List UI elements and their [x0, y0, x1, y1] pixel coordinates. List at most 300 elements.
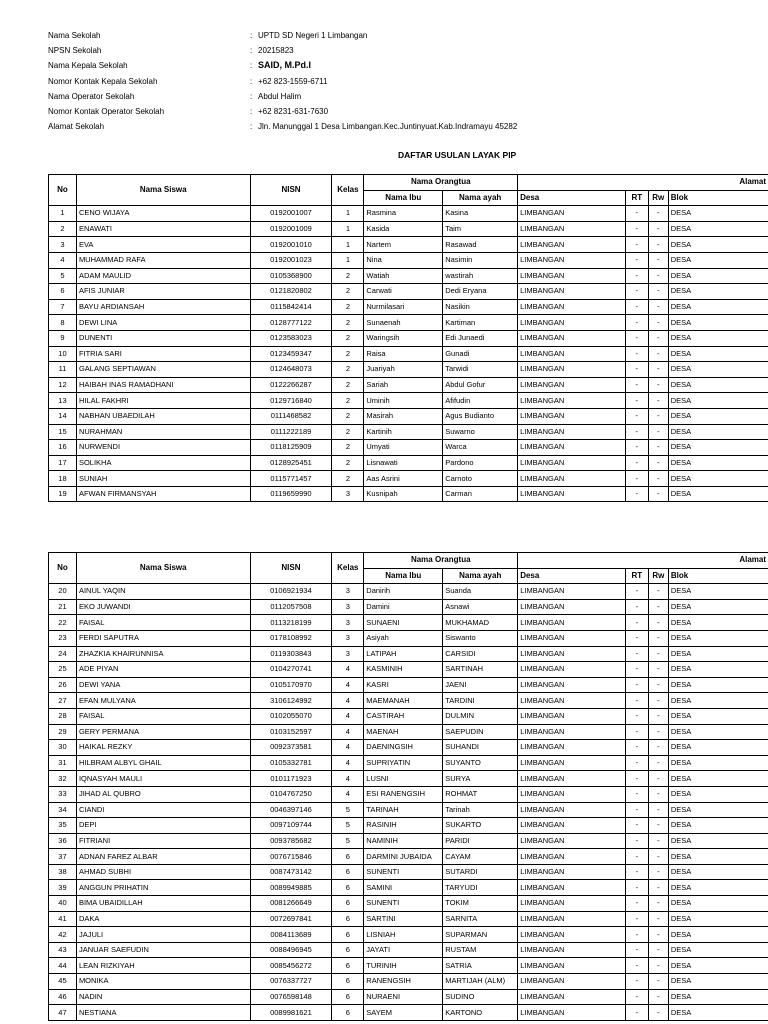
cell-nisn: 0128925451 — [250, 455, 332, 471]
cell-nama-ayah: SARNITA — [443, 911, 518, 927]
cell-blok: DESA — [668, 315, 768, 331]
cell-kelas: 3 — [332, 630, 364, 646]
cell-blok: DESA — [668, 299, 768, 315]
cell-kelas: 6 — [332, 1005, 364, 1021]
cell-no: 31 — [49, 755, 77, 771]
cell-no: 2 — [49, 221, 77, 237]
cell-blok: DESA — [668, 927, 768, 943]
header-alamat: Alamat — [518, 553, 768, 569]
cell-rt: - — [625, 927, 648, 943]
cell-no: 5 — [49, 268, 77, 284]
cell-blok: DESA — [668, 471, 768, 487]
cell-blok: DESA — [668, 755, 768, 771]
cell-nama-ibu: Uminih — [364, 393, 443, 409]
cell-kelas: 2 — [332, 362, 364, 378]
cell-nama-ibu: Sariah — [364, 377, 443, 393]
cell-no: 22 — [49, 615, 77, 631]
cell-nama-siswa: AFIS JUNIAR — [76, 284, 250, 300]
cell-blok: DESA — [668, 615, 768, 631]
cell-desa: LIMBANGAN — [518, 377, 626, 393]
info-separator: : — [250, 31, 253, 40]
cell-desa: LIMBANGAN — [518, 958, 626, 974]
cell-blok: DESA — [668, 393, 768, 409]
cell-kelas: 4 — [332, 771, 364, 787]
info-label: Nama Sekolah — [48, 31, 101, 40]
cell-desa: LIMBANGAN — [518, 818, 626, 834]
cell-rw: - — [648, 880, 668, 896]
cell-nama-siswa: JANUAR SAEFUDIN — [76, 942, 250, 958]
table-row — [49, 471, 768, 487]
cell-desa: LIMBANGAN — [518, 911, 626, 927]
cell-no: 12 — [49, 377, 77, 393]
cell-nama-ibu: KASRI — [364, 677, 443, 693]
cell-nama-ayah: KARTONO — [443, 1005, 518, 1021]
cell-nisn: 0084113689 — [250, 927, 332, 943]
cell-rw: - — [648, 330, 668, 346]
cell-kelas: 1 — [332, 237, 364, 253]
cell-desa: LIMBANGAN — [518, 630, 626, 646]
info-value: UPTD SD Negeri 1 Limbangan — [258, 31, 368, 40]
cell-no: 29 — [49, 724, 77, 740]
cell-nama-siswa: FITRIA SARI — [76, 346, 250, 362]
cell-rw: - — [648, 646, 668, 662]
cell-nama-siswa: DAKA — [76, 911, 250, 927]
cell-blok: DESA — [668, 771, 768, 787]
cell-desa: LIMBANGAN — [518, 927, 626, 943]
cell-no: 10 — [49, 346, 77, 362]
cell-nisn: 0123459347 — [250, 346, 332, 362]
cell-kelas: 2 — [332, 424, 364, 440]
cell-nama-ayah: SUHANDI — [443, 740, 518, 756]
cell-kelas: 1 — [332, 206, 364, 222]
cell-desa: LIMBANGAN — [518, 864, 626, 880]
cell-no: 34 — [49, 802, 77, 818]
cell-rw: - — [648, 599, 668, 615]
cell-no: 16 — [49, 440, 77, 456]
cell-kelas: 6 — [332, 927, 364, 943]
cell-desa: LIMBANGAN — [518, 786, 626, 802]
cell-desa: LIMBANGAN — [518, 315, 626, 331]
cell-rw: - — [648, 958, 668, 974]
cell-blok: DESA — [668, 599, 768, 615]
cell-nisn: 0105170970 — [250, 677, 332, 693]
info-value: 20215823 — [258, 46, 294, 56]
cell-no: 15 — [49, 424, 77, 440]
cell-kelas: 3 — [332, 486, 364, 502]
cell-rt: - — [625, 849, 648, 865]
cell-blok: DESA — [668, 802, 768, 818]
cell-desa: LIMBANGAN — [518, 237, 626, 253]
cell-blok: DESA — [668, 724, 768, 740]
cell-desa: LIMBANGAN — [518, 252, 626, 268]
table-row — [49, 455, 768, 471]
header-blok: Blok — [668, 568, 768, 584]
cell-nama-ayah: Tarinah — [443, 802, 518, 818]
cell-nama-ibu: Kasida — [364, 221, 443, 237]
cell-kelas: 3 — [332, 646, 364, 662]
cell-nama-siswa: SOLIKHA — [76, 455, 250, 471]
cell-nama-ibu: LATIPAH — [364, 646, 443, 662]
cell-rw: - — [648, 455, 668, 471]
table-row — [49, 221, 768, 237]
cell-kelas: 4 — [332, 755, 364, 771]
cell-rw: - — [648, 630, 668, 646]
cell-blok: DESA — [668, 268, 768, 284]
cell-no: 43 — [49, 942, 77, 958]
cell-rt: - — [625, 1005, 648, 1021]
cell-blok: DESA — [668, 377, 768, 393]
cell-blok: DESA — [668, 989, 768, 1005]
cell-nisn: 0089981621 — [250, 1005, 332, 1021]
cell-nama-ayah: SATRIA — [443, 958, 518, 974]
cell-kelas: 2 — [332, 346, 364, 362]
header-alamat: Alamat — [518, 175, 768, 191]
cell-nama-ayah: SUYANTO — [443, 755, 518, 771]
cell-no: 8 — [49, 315, 77, 331]
header-desa: Desa — [518, 190, 626, 206]
cell-nama-ibu: SARTINI — [364, 911, 443, 927]
cell-rw: - — [648, 284, 668, 300]
cell-blok: DESA — [668, 346, 768, 362]
cell-rt: - — [625, 268, 648, 284]
cell-no: 23 — [49, 630, 77, 646]
cell-rw: - — [648, 693, 668, 709]
header-nama-siswa: Nama Siswa — [76, 553, 250, 584]
header-nama-orangtua: Nama Orangtua — [364, 175, 518, 191]
cell-blok: DESA — [668, 440, 768, 456]
cell-no: 4 — [49, 252, 77, 268]
cell-desa: LIMBANGAN — [518, 346, 626, 362]
cell-blok: DESA — [668, 362, 768, 378]
cell-nama-ayah: Suwarno — [443, 424, 518, 440]
header-rt: RT — [625, 190, 648, 206]
cell-rt: - — [625, 677, 648, 693]
cell-kelas: 2 — [332, 471, 364, 487]
header-kelas: Kelas — [332, 175, 364, 206]
table-row — [49, 268, 768, 284]
cell-desa: LIMBANGAN — [518, 708, 626, 724]
table-row — [49, 393, 768, 409]
cell-nisn: 0192001007 — [250, 206, 332, 222]
cell-nama-siswa: HILBRAM ALBYL GHAIL — [76, 755, 250, 771]
cell-nama-siswa: CIANDI — [76, 802, 250, 818]
cell-nama-ibu: Nartem — [364, 237, 443, 253]
cell-kelas: 6 — [332, 942, 364, 958]
cell-no: 28 — [49, 708, 77, 724]
cell-desa: LIMBANGAN — [518, 849, 626, 865]
table-row — [49, 849, 768, 865]
table-row — [49, 630, 768, 646]
cell-desa: LIMBANGAN — [518, 974, 626, 990]
cell-nama-ibu: LISNIAH — [364, 927, 443, 943]
cell-nama-siswa: GALANG SEPTIAWAN — [76, 362, 250, 378]
cell-rw: - — [648, 268, 668, 284]
cell-blok: DESA — [668, 1005, 768, 1021]
cell-rt: - — [625, 440, 648, 456]
cell-rt: - — [625, 818, 648, 834]
cell-blok: DESA — [668, 942, 768, 958]
cell-rw: - — [648, 802, 668, 818]
cell-rt: - — [625, 299, 648, 315]
cell-nama-ayah: Taim — [443, 221, 518, 237]
cell-nama-ibu: NAMINIH — [364, 833, 443, 849]
cell-nisn: 0111222189 — [250, 424, 332, 440]
cell-nama-ibu: Waringsih — [364, 330, 443, 346]
table-row — [49, 486, 768, 502]
cell-desa: LIMBANGAN — [518, 299, 626, 315]
cell-nama-siswa: NURAHMAN — [76, 424, 250, 440]
cell-desa: LIMBANGAN — [518, 880, 626, 896]
cell-blok: DESA — [668, 206, 768, 222]
cell-nama-siswa: ANGGUN PRIHATIN — [76, 880, 250, 896]
cell-rw: - — [648, 237, 668, 253]
cell-nisn: 0192001009 — [250, 221, 332, 237]
cell-rt: - — [625, 346, 648, 362]
cell-rw: - — [648, 440, 668, 456]
cell-rt: - — [625, 942, 648, 958]
cell-rw: - — [648, 584, 668, 600]
cell-nisn: 0113218199 — [250, 615, 332, 631]
cell-rw: - — [648, 818, 668, 834]
cell-nama-ibu: TARINAH — [364, 802, 443, 818]
cell-desa: LIMBANGAN — [518, 486, 626, 502]
cell-rt: - — [625, 989, 648, 1005]
cell-nama-ibu: Asiyah — [364, 630, 443, 646]
cell-nisn: 0122266287 — [250, 377, 332, 393]
cell-blok: DESA — [668, 896, 768, 912]
cell-nisn: 0115842414 — [250, 299, 332, 315]
cell-desa: LIMBANGAN — [518, 662, 626, 678]
cell-kelas: 3 — [332, 615, 364, 631]
info-value: +62 8231-631-7630 — [258, 107, 329, 117]
cell-nama-siswa: NADIN — [76, 989, 250, 1005]
cell-nisn: 0121820802 — [250, 284, 332, 300]
cell-nama-ibu: DAENINGSIH — [364, 740, 443, 756]
cell-blok: DESA — [668, 408, 768, 424]
cell-desa: LIMBANGAN — [518, 206, 626, 222]
info-row — [48, 104, 517, 119]
header-kelas: Kelas — [332, 553, 364, 584]
cell-rw: - — [648, 724, 668, 740]
cell-nama-ayah: Carman — [443, 486, 518, 502]
cell-rt: - — [625, 864, 648, 880]
cell-nama-ibu: SUPRIYATIN — [364, 755, 443, 771]
cell-nama-ibu: Sunaenah — [364, 315, 443, 331]
cell-nisn: 0129716840 — [250, 393, 332, 409]
cell-nama-siswa: FERDI SAPUTRA — [76, 630, 250, 646]
header-rt: RT — [625, 568, 648, 584]
cell-blok: DESA — [668, 849, 768, 865]
cell-rt: - — [625, 880, 648, 896]
cell-nama-siswa: EKO JUWANDI — [76, 599, 250, 615]
cell-desa: LIMBANGAN — [518, 989, 626, 1005]
header-desa: Desa — [518, 568, 626, 584]
cell-blok: DESA — [668, 693, 768, 709]
cell-nama-siswa: MUHAMMAD RAFA — [76, 252, 250, 268]
cell-kelas: 6 — [332, 880, 364, 896]
cell-nisn: 0112057508 — [250, 599, 332, 615]
cell-nisn: 0076337727 — [250, 974, 332, 990]
cell-no: 6 — [49, 284, 77, 300]
cell-desa: LIMBANGAN — [518, 833, 626, 849]
cell-nisn: 0081266649 — [250, 896, 332, 912]
cell-no: 36 — [49, 833, 77, 849]
table-row — [49, 880, 768, 896]
cell-nama-ibu: MAEMANAH — [364, 693, 443, 709]
cell-desa: LIMBANGAN — [518, 455, 626, 471]
cell-rw: - — [648, 471, 668, 487]
cell-blok: DESA — [668, 740, 768, 756]
cell-nama-siswa: JAJULI — [76, 927, 250, 943]
cell-blok: DESA — [668, 833, 768, 849]
table-row — [49, 818, 768, 834]
table-row — [49, 911, 768, 927]
table-row — [49, 330, 768, 346]
cell-kelas: 6 — [332, 958, 364, 974]
cell-rt: - — [625, 662, 648, 678]
cell-nama-ayah: SUPARMAN — [443, 927, 518, 943]
cell-kelas: 2 — [332, 408, 364, 424]
header-nisn: NISN — [250, 553, 332, 584]
cell-no: 30 — [49, 740, 77, 756]
school-info — [48, 28, 517, 134]
header-nisn: NISN — [250, 175, 332, 206]
cell-no: 19 — [49, 486, 77, 502]
table-row — [49, 362, 768, 378]
cell-rw: - — [648, 677, 668, 693]
cell-kelas: 5 — [332, 818, 364, 834]
cell-nama-siswa: ZHAZKIA KHAIRUNNISA — [76, 646, 250, 662]
table-row — [49, 974, 768, 990]
pip-table-2 — [48, 552, 768, 1021]
cell-kelas: 6 — [332, 864, 364, 880]
cell-nama-siswa: NABHAN UBAEDILAH — [76, 408, 250, 424]
cell-nama-siswa: SUNIAH — [76, 471, 250, 487]
cell-rw: - — [648, 299, 668, 315]
cell-desa: LIMBANGAN — [518, 362, 626, 378]
cell-rw: - — [648, 755, 668, 771]
table-row — [49, 755, 768, 771]
cell-no: 41 — [49, 911, 77, 927]
cell-nisn: 0119303843 — [250, 646, 332, 662]
cell-nama-ibu: SUNENTI — [364, 864, 443, 880]
cell-rw: - — [648, 424, 668, 440]
cell-blok: DESA — [668, 284, 768, 300]
cell-nama-ayah: Pardono — [443, 455, 518, 471]
cell-no: 44 — [49, 958, 77, 974]
cell-nama-siswa: NURWENDI — [76, 440, 250, 456]
table-header-row — [49, 553, 768, 569]
cell-nama-ibu: TURINIH — [364, 958, 443, 974]
cell-nama-siswa: DEWI LINA — [76, 315, 250, 331]
cell-rt: - — [625, 424, 648, 440]
cell-nama-ayah: SUDINO — [443, 989, 518, 1005]
cell-desa: LIMBANGAN — [518, 896, 626, 912]
cell-nama-ayah: DULMIN — [443, 708, 518, 724]
cell-nama-siswa: ADAM MAULID — [76, 268, 250, 284]
cell-nama-siswa: DEPI — [76, 818, 250, 834]
cell-no: 25 — [49, 662, 77, 678]
table-row — [49, 584, 768, 600]
table-row — [49, 677, 768, 693]
cell-desa: LIMBANGAN — [518, 393, 626, 409]
cell-desa: LIMBANGAN — [518, 942, 626, 958]
cell-rt: - — [625, 330, 648, 346]
cell-nisn: 0123583023 — [250, 330, 332, 346]
cell-desa: LIMBANGAN — [518, 771, 626, 787]
cell-rw: - — [648, 771, 668, 787]
cell-nama-ibu: CASTIRAH — [364, 708, 443, 724]
cell-desa: LIMBANGAN — [518, 1005, 626, 1021]
table-row — [49, 927, 768, 943]
cell-no: 40 — [49, 896, 77, 912]
cell-nama-ayah: PARIDI — [443, 833, 518, 849]
cell-kelas: 6 — [332, 849, 364, 865]
cell-nama-siswa: JIHAD AL QUBRO — [76, 786, 250, 802]
table-row — [49, 408, 768, 424]
info-row — [48, 119, 517, 134]
cell-rt: - — [625, 833, 648, 849]
cell-nama-ibu: Masirah — [364, 408, 443, 424]
header-nama-orangtua: Nama Orangtua — [364, 553, 518, 569]
info-row — [48, 89, 517, 104]
cell-rt: - — [625, 315, 648, 331]
cell-rt: - — [625, 221, 648, 237]
cell-rt: - — [625, 786, 648, 802]
cell-kelas: 2 — [332, 315, 364, 331]
cell-nama-ayah: SUTARDI — [443, 864, 518, 880]
cell-nama-ibu: NURAENI — [364, 989, 443, 1005]
cell-rw: - — [648, 942, 668, 958]
cell-nisn: 0105368900 — [250, 268, 332, 284]
cell-kelas: 2 — [332, 393, 364, 409]
cell-nama-siswa: NESTIANA — [76, 1005, 250, 1021]
info-separator: : — [250, 107, 253, 117]
table-row — [49, 833, 768, 849]
cell-rw: - — [648, 615, 668, 631]
header-nama-ibu: Nama Ibu — [364, 190, 443, 206]
cell-nama-siswa: CENO WIJAYA — [76, 206, 250, 222]
table-row — [49, 958, 768, 974]
cell-rw: - — [648, 989, 668, 1005]
cell-nama-ibu: SAMINI — [364, 880, 443, 896]
cell-kelas: 5 — [332, 833, 364, 849]
table-row — [49, 896, 768, 912]
cell-rt: - — [625, 599, 648, 615]
cell-blok: DESA — [668, 786, 768, 802]
cell-nisn: 0072697841 — [250, 911, 332, 927]
cell-nama-ibu: SUNAENI — [364, 615, 443, 631]
cell-kelas: 4 — [332, 786, 364, 802]
cell-nama-ayah: JAENI — [443, 677, 518, 693]
cell-kelas: 4 — [332, 693, 364, 709]
cell-nama-ayah: SAEPUDIN — [443, 724, 518, 740]
pip-table-1 — [48, 174, 768, 502]
cell-rt: - — [625, 615, 648, 631]
info-label: Nomor Kontak Operator Sekolah — [48, 107, 165, 117]
cell-blok: DESA — [668, 911, 768, 927]
cell-nisn: 0093785682 — [250, 833, 332, 849]
table-row — [49, 299, 768, 315]
header-rw: Rw — [648, 568, 668, 584]
info-row — [48, 74, 517, 89]
cell-rt: - — [625, 455, 648, 471]
cell-nama-siswa: HAIBAH INAS RAMADHANI — [76, 377, 250, 393]
cell-rt: - — [625, 237, 648, 253]
cell-kelas: 6 — [332, 896, 364, 912]
cell-desa: LIMBANGAN — [518, 646, 626, 662]
cell-nisn: 0119659990 — [250, 486, 332, 502]
